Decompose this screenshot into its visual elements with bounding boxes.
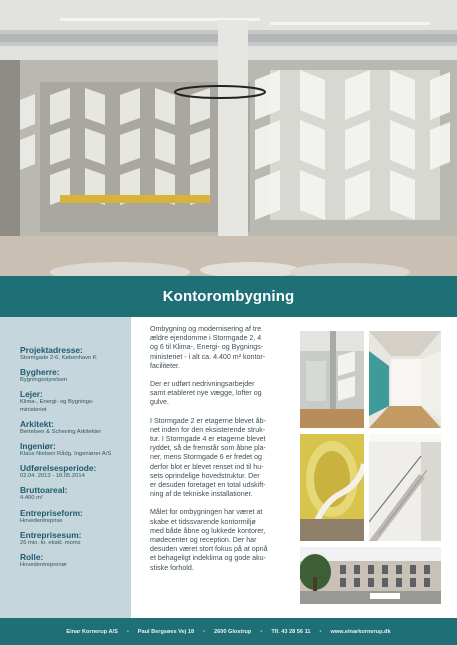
info-group [20,419,131,436]
info-group [20,345,131,362]
info-value: 26 mio. kr. ekskl. moms [20,539,81,546]
paragraph: Ombygning og modernisering af tre ældre ejendomme i Stormgade 2, 4 og 6 til Klima-, Energi- og Bygnings- ministeriet - i alt ca. 4.400 m² kontor- faciliteter. [150,325,266,370]
info-value: Bertelsen & Scheving Arkitekter [20,428,102,435]
footer-phone: Tlf. 43 28 56 11 [271,628,311,635]
footer-separator: • [260,628,263,635]
info-group [20,367,131,384]
info-value: 4.400 m² [20,495,43,502]
footer-address: Paul Bergsøes Vej 18 [137,628,195,635]
info-label: Entrepriseform: [20,507,83,518]
footer-company: Einar Kornerup A/S [66,628,118,635]
info-label: Bruttoareal: [20,485,68,496]
paragraph: Der er udført nedrivningsarbejder samt etableret nye vægge, lofter og gulve. [150,380,262,407]
info-value: Hovedentreprise [20,517,63,524]
info-value: Klima-, Energi- og Bygnings- ministeriet [20,399,94,413]
info-value: Stormgade 2-6, København K [20,355,97,361]
photo-facade [300,547,441,604]
title-band [0,276,457,317]
photo-corridor [369,331,441,428]
info-label: Udførelsesperiode: [20,463,97,474]
info-group [20,530,131,547]
info-value: Bygningsstyrelsen [20,377,68,384]
hero-office-image [0,0,457,276]
hero-photo [0,0,457,276]
info-label: Arkitekt: [20,418,54,429]
info-value: Hovedentreprenør [20,562,68,569]
info-group [20,389,131,413]
paragraph: Målet for ombygningen har været at skabe et tidssvarende kontormiljø med både åbne og lukkede kontorer, mødecenter og reception. Der har desuden været stort fokus på at opnå et behageligt indeklima og gode aku- stiske forhold. [150,508,268,572]
info-value: 02.04. 2013 - 18.05.2014 [20,473,85,480]
info-group [20,485,131,502]
photo-glass-office [300,331,364,428]
info-label: Lejer: [20,389,43,400]
photo-stairwell [300,434,364,541]
footer-band [0,618,457,645]
info-label: Projektadresse: [20,345,83,355]
page-title: Kontorombygning [162,288,295,305]
footer-separator: • [203,628,206,635]
footer-separator: • [319,628,322,635]
description-text [150,325,293,582]
info-label: Bygherre: [20,367,60,378]
footer-separator: • [126,628,129,635]
info-group [20,552,131,569]
info-value: Klaus Nielsen Rådg. Ingeniører A/S [20,451,112,458]
footer-city: 2600 Glostrup [214,628,252,635]
paragraph: I Stormgade 2 er etagerne blevet åb- net inden for den eksisterende struk- tur. I Stormgade 4 er etagerne blevet ryddet, så de fremstår som åbne pla- ner, mens Stormgade 6 er fredet og derfor blot er blevet renset ind til hu- sets oprindelige hovedstruktur. Der er desuden foretaget en total udskift- ning af de tekniske installationer. [150,416,266,499]
info-group [20,463,131,480]
info-group [20,441,131,458]
footer-website-link[interactable]: www.einarkornerup.dk [330,628,391,635]
info-label: Rolle: [20,552,44,563]
project-info-panel [0,317,131,618]
info-group [20,508,131,525]
photo-staircase [369,434,441,541]
info-label: Ingeniør: [20,441,56,452]
info-label: Entreprisesum: [20,529,82,540]
